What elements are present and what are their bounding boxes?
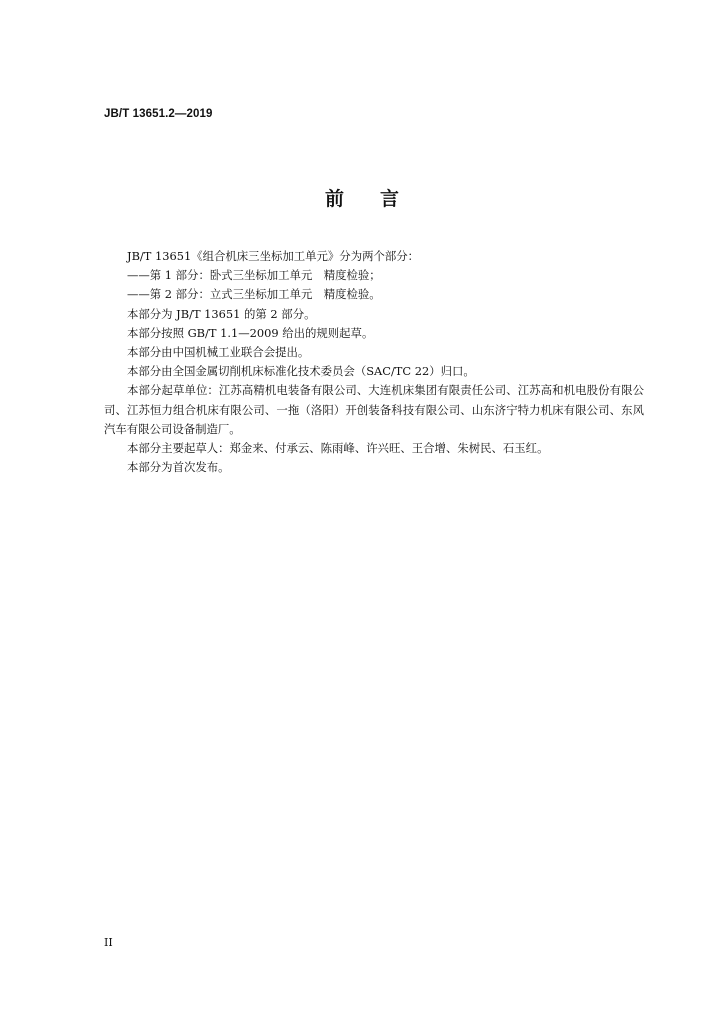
list-item-part-2: ——第 2 部分：立式三坐标加工单元 精度检验。	[127, 287, 381, 302]
paragraph-drafting-units: 本部分起草单位：江苏高精机电装备有限公司、大连机床集团有限责任公司、江苏高和机电股份有限公司、江苏恒力组合机床有限公司、一拖（洛阳）开创装备科技有限公司、山东济宁特力机床有限公司、东风汽车有限公司设备制造厂。	[104, 383, 644, 436]
paragraph-drafting-rules: 本部分按照 GB/T 1.1—2009 给出的规则起草。	[127, 325, 374, 340]
paragraph-intro: JB/T 13651《组合机床三坐标加工单元》分为两个部分：	[127, 249, 420, 263]
paragraph-proposer: 本部分由中国机械工业联合会提出。	[127, 345, 310, 360]
page-number: II	[104, 936, 113, 949]
page-title: 前言	[324, 188, 435, 210]
paragraph-drafters: 本部分主要起草人：郑金来、付承云、陈雨峰、许兴旺、王合增、朱树民、石玉红。	[127, 441, 549, 456]
paragraph-part-statement: 本部分为 JB/T 13651 的第 2 部分。	[127, 306, 316, 321]
paragraph-first-release: 本部分为首次发布。	[127, 460, 230, 475]
list-item-part-1: ——第 1 部分：卧式三坐标加工单元 精度检验；	[127, 268, 381, 283]
foreword-body	[104, 247, 644, 477]
document-code: JB/T 13651.2—2019	[104, 108, 213, 120]
paragraph-administrator: 本部分由全国金属切削机床标准化技术委员会（SAC/TC 22）归口。	[127, 364, 475, 379]
